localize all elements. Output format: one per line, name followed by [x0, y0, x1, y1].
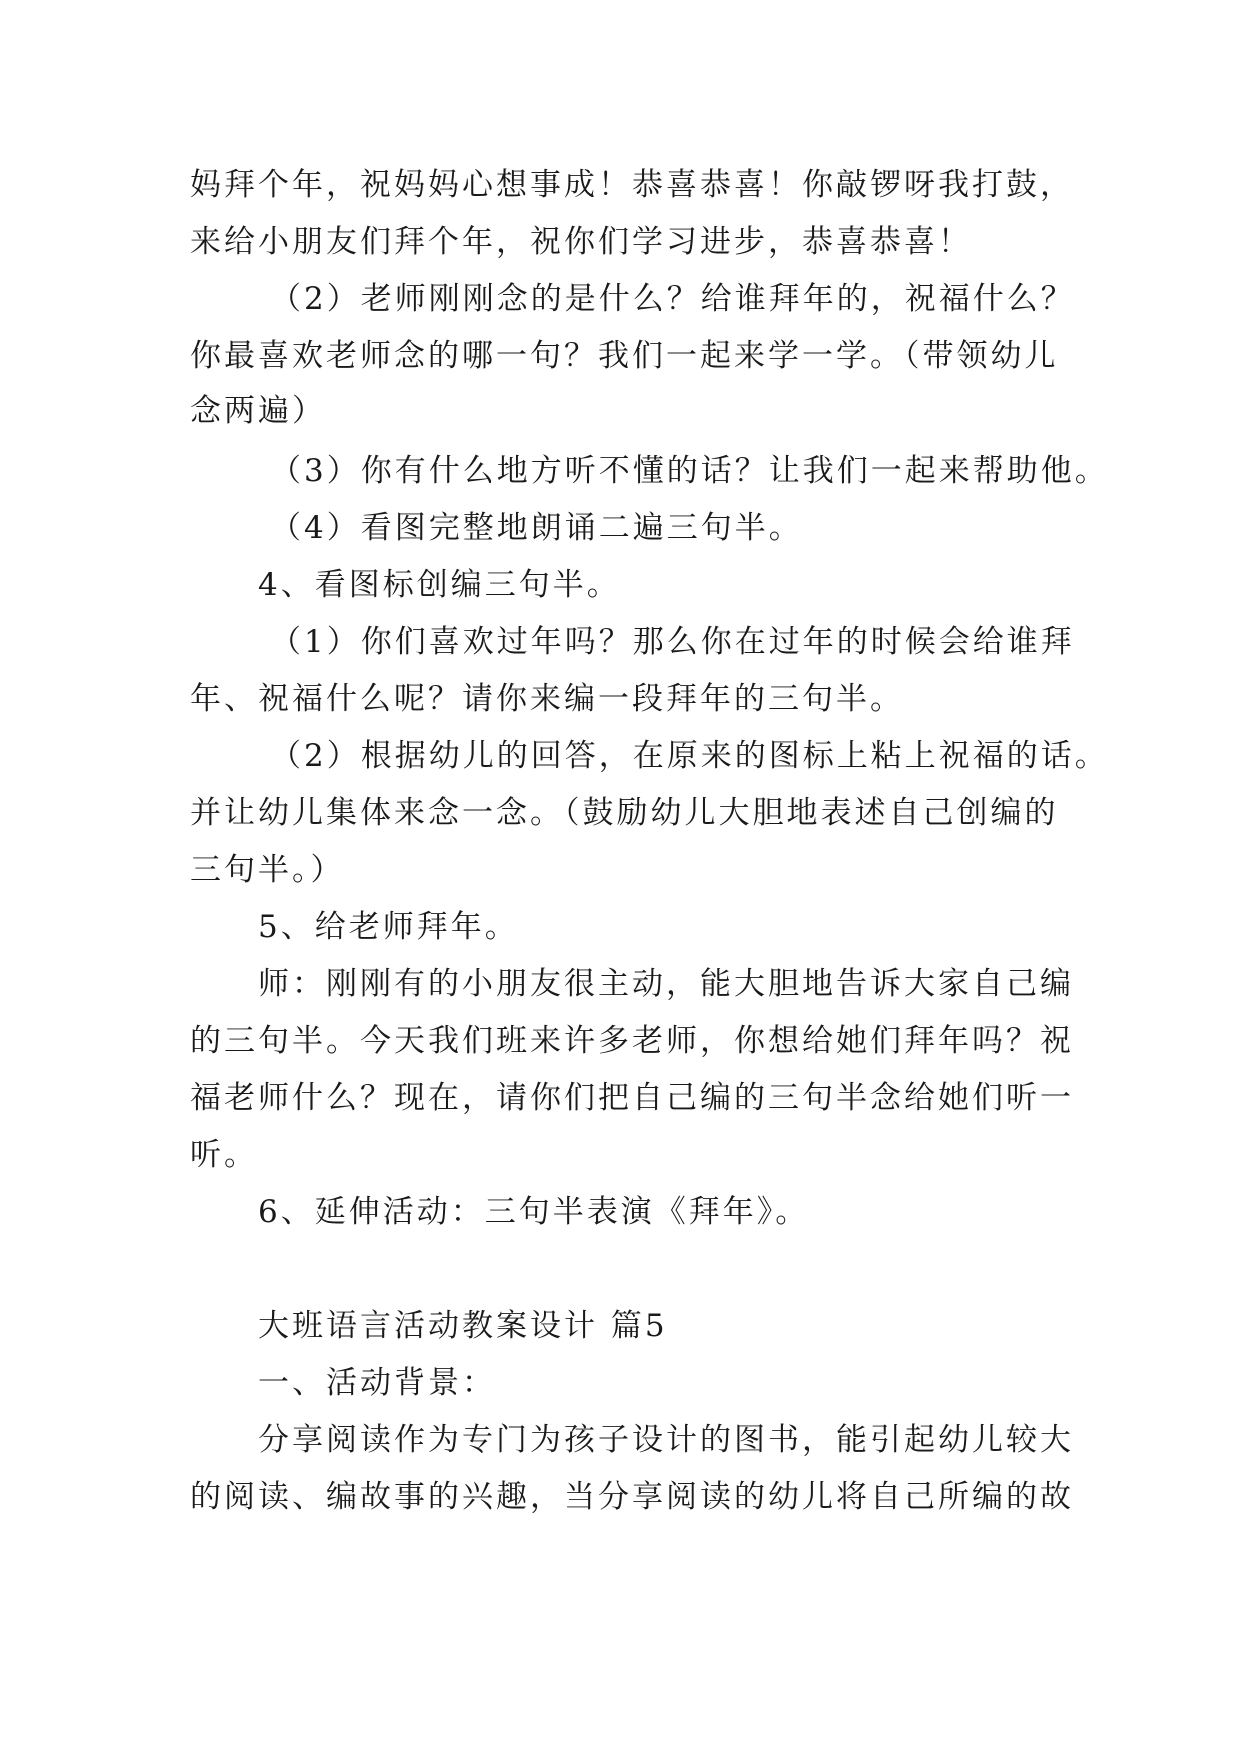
text-line: 妈拜个年，祝妈妈心想事成！恭喜恭喜！你敲锣呀我打鼓， — [190, 167, 1074, 203]
text-line: （1）你们喜欢过年吗？那么你在过年的时候会给谁拜 — [270, 624, 1075, 660]
text-line: 年、祝福什么呢？请你来编一段拜年的三句半。 — [190, 681, 904, 717]
text-line: 的三句半。今天我们班来许多老师，你想给她们拜年吗？祝 — [190, 1023, 1074, 1059]
text-line: 念两遍） — [190, 393, 326, 429]
text-line: （2）根据幼儿的回答，在原来的图标上粘上祝福的话。 — [270, 738, 1109, 774]
text-line: 听。 — [190, 1137, 258, 1173]
text-line: 师：刚刚有的小朋友很主动，能大胆地告诉大家自己编 — [258, 966, 1074, 1002]
text-line: （2）老师刚刚念的是什么？给谁拜年的，祝福什么？ — [270, 281, 1075, 317]
text-line: 分享阅读作为专门为孩子设计的图书，能引起幼儿较大 — [258, 1422, 1074, 1458]
text-line: 福老师什么？现在，请你们把自己编的三句半念给她们听一 — [190, 1080, 1074, 1116]
section-heading: 一、活动背景： — [258, 1365, 496, 1401]
article-title: 大班语言活动教案设计 篇5 — [258, 1308, 668, 1344]
text-line: （3）你有什么地方听不懂的话？让我们一起来帮助他。 — [270, 453, 1109, 489]
text-line: 的阅读、编故事的兴趣，当分享阅读的幼儿将自己所编的故 — [190, 1479, 1074, 1515]
section-heading: 6、延伸活动：三句半表演《拜年》。 — [258, 1194, 810, 1230]
text-line: 来给小朋友们拜个年，祝你们学习进步，恭喜恭喜！ — [190, 224, 972, 260]
text-line: （4）看图完整地朗诵二遍三句半。 — [270, 510, 803, 546]
section-heading: 4、看图标创编三句半。 — [258, 567, 621, 603]
text-line: 你最喜欢老师念的哪一句？我们一起来学一学。（带领幼儿 — [190, 338, 1059, 374]
text-line: 并让幼儿集体来念一念。（鼓励幼儿大胆地表述自己创编的 — [190, 795, 1059, 831]
text-line: 三句半。） — [190, 852, 345, 888]
section-heading: 5、给老师拜年。 — [258, 909, 519, 945]
